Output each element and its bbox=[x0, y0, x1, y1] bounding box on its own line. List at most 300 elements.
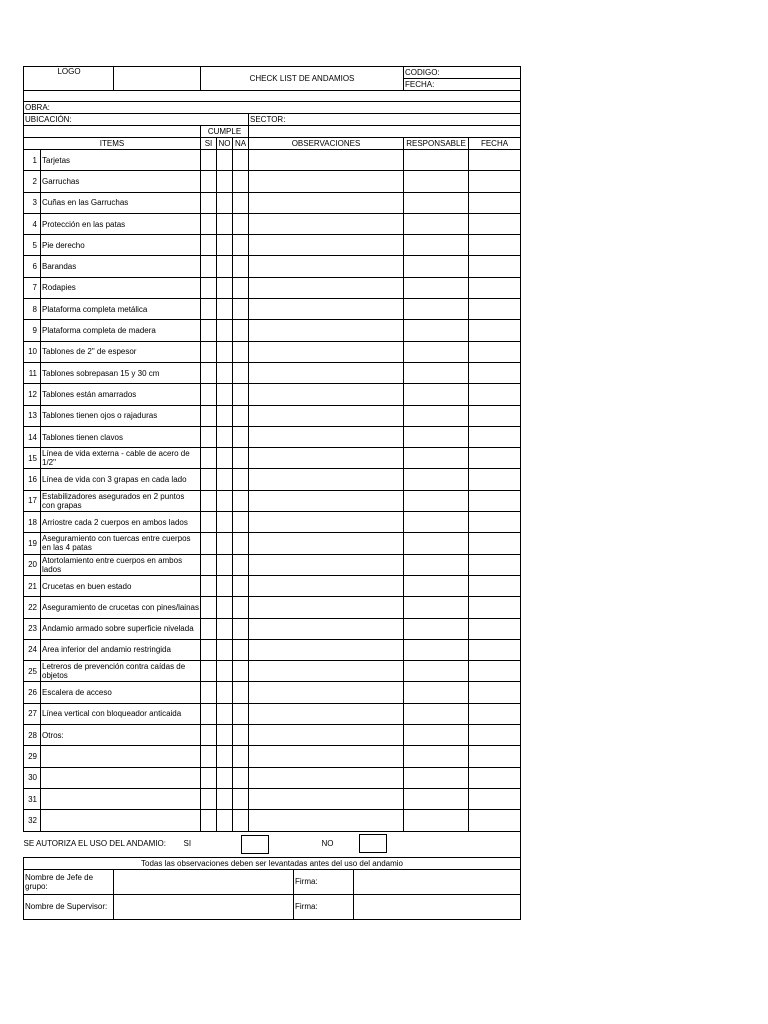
item-number: 23 bbox=[24, 618, 41, 639]
authorization-si-checkbox[interactable] bbox=[241, 835, 269, 854]
si-checkbox[interactable] bbox=[201, 341, 217, 362]
no-checkbox[interactable] bbox=[217, 746, 233, 767]
responsable-field[interactable] bbox=[404, 639, 469, 660]
na-checkbox[interactable] bbox=[233, 575, 249, 596]
checklist-row bbox=[24, 171, 521, 192]
no-checkbox[interactable] bbox=[217, 320, 233, 341]
responsable-field[interactable] bbox=[404, 150, 469, 171]
fecha-field[interactable] bbox=[469, 533, 521, 554]
no-checkbox[interactable] bbox=[217, 384, 233, 405]
na-checkbox[interactable] bbox=[233, 384, 249, 405]
observaciones-field[interactable] bbox=[249, 554, 404, 575]
si-checkbox[interactable] bbox=[201, 405, 217, 426]
supervisor-firma-label: Firma: bbox=[294, 894, 354, 919]
item-text: Arriostre cada 2 cuerpos en ambos lados bbox=[41, 512, 201, 533]
na-checkbox[interactable] bbox=[233, 469, 249, 490]
observaciones-field[interactable] bbox=[249, 788, 404, 809]
fecha-field[interactable] bbox=[469, 362, 521, 383]
na-checkbox[interactable] bbox=[233, 341, 249, 362]
observaciones-field[interactable] bbox=[249, 639, 404, 660]
responsable-field[interactable] bbox=[404, 171, 469, 192]
item-text: Aseguramiento con tuercas entre cuerpos en las 4 patas bbox=[41, 533, 201, 554]
responsable-field[interactable] bbox=[404, 384, 469, 405]
na-checkbox[interactable] bbox=[233, 682, 249, 703]
no-checkbox[interactable] bbox=[217, 682, 233, 703]
checklist-row bbox=[24, 299, 521, 320]
item-number: 6 bbox=[24, 256, 41, 277]
responsable-field[interactable] bbox=[404, 192, 469, 213]
na-checkbox[interactable] bbox=[233, 235, 249, 256]
item-number: 14 bbox=[24, 426, 41, 447]
item-text: Barandas bbox=[41, 256, 201, 277]
si-checkbox[interactable] bbox=[201, 384, 217, 405]
checklist-row bbox=[24, 150, 521, 171]
item-number: 11 bbox=[24, 362, 41, 383]
responsable-field[interactable] bbox=[404, 618, 469, 639]
observaciones-field[interactable] bbox=[249, 725, 404, 746]
si-checkbox[interactable] bbox=[201, 639, 217, 660]
item-number: 2 bbox=[24, 171, 41, 192]
no-checkbox[interactable] bbox=[217, 192, 233, 213]
item-text: Tarjetas bbox=[41, 150, 201, 171]
item-text: Estabilizadores asegurados en 2 puntos con grapas bbox=[41, 490, 201, 511]
na-checkbox[interactable] bbox=[233, 192, 249, 213]
no-checkbox[interactable] bbox=[217, 405, 233, 426]
fecha-field[interactable] bbox=[469, 682, 521, 703]
na-checkbox[interactable] bbox=[233, 554, 249, 575]
observaciones-field[interactable] bbox=[249, 703, 404, 724]
fecha-field[interactable] bbox=[469, 575, 521, 596]
fecha-field[interactable] bbox=[469, 512, 521, 533]
checklist-row bbox=[24, 426, 521, 447]
checklist-row bbox=[24, 512, 521, 533]
si-checkbox[interactable] bbox=[201, 767, 217, 788]
checklist-row bbox=[24, 256, 521, 277]
observations-note: Todas las observaciones deben ser levantadas antes del uso del andamio bbox=[24, 857, 521, 869]
fecha-field[interactable] bbox=[469, 405, 521, 426]
item-number: 16 bbox=[24, 469, 41, 490]
item-text: Otros: bbox=[41, 725, 201, 746]
observaciones-field[interactable] bbox=[249, 192, 404, 213]
checklist-row bbox=[24, 639, 521, 660]
na-checkbox[interactable] bbox=[233, 618, 249, 639]
si-checkbox[interactable] bbox=[201, 213, 217, 234]
no-checkbox[interactable] bbox=[217, 277, 233, 298]
checklist-row bbox=[24, 490, 521, 511]
na-checkbox[interactable] bbox=[233, 788, 249, 809]
cumple-header: CUMPLE bbox=[201, 126, 249, 138]
item-text: Crucetas en buen estado bbox=[41, 575, 201, 596]
item-text bbox=[41, 767, 201, 788]
item-number: 29 bbox=[24, 746, 41, 767]
fecha-field[interactable] bbox=[469, 256, 521, 277]
blank-cell bbox=[249, 126, 521, 138]
observaciones-field[interactable] bbox=[249, 533, 404, 554]
item-text: Atortolamiento entre cuerpos en ambos lados bbox=[41, 554, 201, 575]
si-checkbox[interactable] bbox=[201, 426, 217, 447]
responsable-field[interactable] bbox=[404, 469, 469, 490]
no-checkbox[interactable] bbox=[217, 426, 233, 447]
si-checkbox[interactable] bbox=[201, 235, 217, 256]
no-checkbox[interactable] bbox=[217, 554, 233, 575]
checklist-row bbox=[24, 554, 521, 575]
checklist-row bbox=[24, 810, 521, 831]
fecha-field[interactable] bbox=[469, 384, 521, 405]
authorization-no-label: NO bbox=[321, 838, 334, 848]
na-checkbox[interactable] bbox=[233, 512, 249, 533]
no-checkbox[interactable] bbox=[217, 150, 233, 171]
checklist-row bbox=[24, 320, 521, 341]
item-number: 27 bbox=[24, 703, 41, 724]
jefe-grupo-name-field[interactable] bbox=[114, 869, 294, 894]
na-checkbox[interactable] bbox=[233, 639, 249, 660]
si-checkbox[interactable] bbox=[201, 512, 217, 533]
observaciones-field[interactable] bbox=[249, 746, 404, 767]
na-checkbox[interactable] bbox=[233, 277, 249, 298]
checklist-row bbox=[24, 661, 521, 682]
responsable-field[interactable] bbox=[404, 341, 469, 362]
item-number: 30 bbox=[24, 767, 41, 788]
supervisor-name-field[interactable] bbox=[114, 894, 294, 919]
no-checkbox[interactable] bbox=[217, 767, 233, 788]
responsable-field[interactable] bbox=[404, 767, 469, 788]
si-checkbox[interactable] bbox=[201, 256, 217, 277]
checklist-row bbox=[24, 725, 521, 746]
na-checkbox[interactable] bbox=[233, 661, 249, 682]
observaciones-field[interactable] bbox=[249, 150, 404, 171]
responsable-field[interactable] bbox=[404, 703, 469, 724]
item-text: Plataforma completa de madera bbox=[41, 320, 201, 341]
no-checkbox[interactable] bbox=[217, 661, 233, 682]
checklist-row bbox=[24, 597, 521, 618]
item-number: 20 bbox=[24, 554, 41, 575]
fecha-field[interactable] bbox=[469, 426, 521, 447]
observaciones-field[interactable] bbox=[249, 469, 404, 490]
no-checkbox[interactable] bbox=[217, 639, 233, 660]
checklist-row bbox=[24, 788, 521, 809]
si-checkbox[interactable] bbox=[201, 703, 217, 724]
item-text: Tablones sobrepasan 15 y 30 cm bbox=[41, 362, 201, 383]
si-checkbox[interactable] bbox=[201, 746, 217, 767]
item-number: 12 bbox=[24, 384, 41, 405]
item-text bbox=[41, 788, 201, 809]
fecha-field[interactable] bbox=[469, 235, 521, 256]
item-text: Andamio armado sobre superficie nivelada bbox=[41, 618, 201, 639]
observaciones-field[interactable] bbox=[249, 213, 404, 234]
checklist-row bbox=[24, 405, 521, 426]
na-checkbox[interactable] bbox=[233, 533, 249, 554]
na-checkbox[interactable] bbox=[233, 213, 249, 234]
responsable-field[interactable] bbox=[404, 810, 469, 831]
na-checkbox[interactable] bbox=[233, 746, 249, 767]
no-checkbox[interactable] bbox=[217, 235, 233, 256]
na-checkbox[interactable] bbox=[233, 150, 249, 171]
fecha-field[interactable] bbox=[469, 767, 521, 788]
item-text: Garruchas bbox=[41, 171, 201, 192]
na-checkbox[interactable] bbox=[233, 362, 249, 383]
item-number: 7 bbox=[24, 277, 41, 298]
no-header: NO bbox=[218, 139, 231, 148]
fecha-header: FECHA bbox=[469, 138, 521, 150]
checklist-row bbox=[24, 192, 521, 213]
no-checkbox[interactable] bbox=[217, 512, 233, 533]
si-checkbox[interactable] bbox=[201, 810, 217, 831]
observaciones-field[interactable] bbox=[249, 256, 404, 277]
responsable-field[interactable] bbox=[404, 277, 469, 298]
checklist-row bbox=[24, 277, 521, 298]
na-checkbox[interactable] bbox=[233, 299, 249, 320]
responsable-field[interactable] bbox=[404, 725, 469, 746]
observaciones-field[interactable] bbox=[249, 426, 404, 447]
si-checkbox[interactable] bbox=[201, 597, 217, 618]
sector-label: SECTOR: bbox=[249, 114, 521, 126]
si-checkbox[interactable] bbox=[201, 661, 217, 682]
si-checkbox[interactable] bbox=[201, 788, 217, 809]
item-number: 17 bbox=[24, 490, 41, 511]
responsable-field[interactable] bbox=[404, 597, 469, 618]
checklist-row bbox=[24, 682, 521, 703]
responsable-field[interactable] bbox=[404, 299, 469, 320]
item-number: 10 bbox=[24, 341, 41, 362]
observaciones-field[interactable] bbox=[249, 171, 404, 192]
jefe-grupo-firma-label: Firma: bbox=[294, 869, 354, 894]
observaciones-field[interactable] bbox=[249, 767, 404, 788]
item-number: 19 bbox=[24, 533, 41, 554]
checklist-row bbox=[24, 235, 521, 256]
responsable-field[interactable] bbox=[404, 405, 469, 426]
si-header: SI bbox=[201, 138, 217, 150]
obra-label: OBRA: bbox=[24, 102, 521, 114]
fecha-field[interactable] bbox=[469, 448, 521, 469]
checklist-row bbox=[24, 618, 521, 639]
si-checkbox[interactable] bbox=[201, 171, 217, 192]
fecha-field[interactable] bbox=[469, 639, 521, 660]
responsable-field[interactable] bbox=[404, 554, 469, 575]
item-text bbox=[41, 810, 201, 831]
no-checkbox[interactable] bbox=[217, 341, 233, 362]
si-checkbox[interactable] bbox=[201, 725, 217, 746]
no-checkbox[interactable] bbox=[217, 213, 233, 234]
si-checkbox[interactable] bbox=[201, 490, 217, 511]
observaciones-field[interactable] bbox=[249, 277, 404, 298]
item-text: Tablones tienen clavos bbox=[41, 426, 201, 447]
na-checkbox[interactable] bbox=[233, 810, 249, 831]
fecha-field[interactable] bbox=[469, 213, 521, 234]
codigo-label: CODIGO: bbox=[404, 67, 521, 79]
responsable-field[interactable] bbox=[404, 320, 469, 341]
jefe-grupo-firma-field[interactable] bbox=[354, 869, 521, 894]
na-checkbox[interactable] bbox=[233, 448, 249, 469]
authorization-row bbox=[24, 831, 521, 857]
na-checkbox[interactable] bbox=[233, 256, 249, 277]
si-checkbox[interactable] bbox=[201, 320, 217, 341]
observaciones-field[interactable] bbox=[249, 405, 404, 426]
no-checkbox[interactable] bbox=[217, 788, 233, 809]
responsable-field[interactable] bbox=[404, 213, 469, 234]
observaciones-field[interactable] bbox=[249, 362, 404, 383]
item-number: 3 bbox=[24, 192, 41, 213]
observaciones-field[interactable] bbox=[249, 384, 404, 405]
observaciones-field[interactable] bbox=[249, 661, 404, 682]
item-text: Línea vertical con bloqueador anticaida bbox=[41, 703, 201, 724]
no-checkbox[interactable] bbox=[217, 448, 233, 469]
item-text: Protección en las patas bbox=[41, 213, 201, 234]
fecha-field[interactable] bbox=[469, 554, 521, 575]
item-text: Pie derecho bbox=[41, 235, 201, 256]
fecha-field[interactable] bbox=[469, 277, 521, 298]
responsable-field[interactable] bbox=[404, 746, 469, 767]
responsable-field[interactable] bbox=[404, 533, 469, 554]
no-checkbox[interactable] bbox=[217, 810, 233, 831]
fecha-field[interactable] bbox=[469, 320, 521, 341]
si-checkbox[interactable] bbox=[201, 618, 217, 639]
observaciones-field[interactable] bbox=[249, 682, 404, 703]
observaciones-field[interactable] bbox=[249, 341, 404, 362]
item-text: Aseguramiento de crucetas con pines/lainas bbox=[41, 597, 201, 618]
fecha-field[interactable] bbox=[469, 299, 521, 320]
fecha-field[interactable] bbox=[469, 150, 521, 171]
si-checkbox[interactable] bbox=[201, 554, 217, 575]
observaciones-field[interactable] bbox=[249, 810, 404, 831]
fecha-field[interactable] bbox=[469, 661, 521, 682]
no-checkbox[interactable] bbox=[217, 299, 233, 320]
no-checkbox[interactable] bbox=[217, 171, 233, 192]
si-checkbox[interactable] bbox=[201, 150, 217, 171]
no-checkbox[interactable] bbox=[217, 362, 233, 383]
checklist-sheet bbox=[23, 66, 520, 920]
item-text: Tablones de 2" de espesor bbox=[41, 341, 201, 362]
fecha-field[interactable] bbox=[469, 788, 521, 809]
si-checkbox[interactable] bbox=[201, 299, 217, 320]
responsable-field[interactable] bbox=[404, 788, 469, 809]
fecha-field[interactable] bbox=[469, 810, 521, 831]
na-checkbox[interactable] bbox=[233, 405, 249, 426]
responsable-field[interactable] bbox=[404, 682, 469, 703]
observaciones-field[interactable] bbox=[249, 618, 404, 639]
signature-table bbox=[23, 869, 521, 920]
checklist-row bbox=[24, 533, 521, 554]
item-text: Letreros de prevención contra caídas de objetos bbox=[41, 661, 201, 682]
responsable-field[interactable] bbox=[404, 256, 469, 277]
responsable-field[interactable] bbox=[404, 426, 469, 447]
no-checkbox[interactable] bbox=[217, 469, 233, 490]
jefe-grupo-label: Nombre de Jefe de grupo: bbox=[24, 869, 114, 894]
checklist-row bbox=[24, 213, 521, 234]
responsable-header: RESPONSABLE bbox=[404, 138, 469, 150]
si-checkbox[interactable] bbox=[201, 575, 217, 596]
spacer-row bbox=[24, 91, 521, 102]
checklist-table bbox=[23, 66, 521, 870]
items-header: ITEMS bbox=[24, 138, 201, 150]
fecha-field[interactable] bbox=[469, 341, 521, 362]
item-text: Tablones tienen ojos o rajaduras bbox=[41, 405, 201, 426]
responsable-field[interactable] bbox=[404, 235, 469, 256]
observaciones-field[interactable] bbox=[249, 235, 404, 256]
no-checkbox[interactable] bbox=[217, 256, 233, 277]
na-checkbox[interactable] bbox=[233, 703, 249, 724]
authorization-no-checkbox[interactable] bbox=[359, 834, 387, 853]
observaciones-field[interactable] bbox=[249, 299, 404, 320]
item-number: 13 bbox=[24, 405, 41, 426]
si-checkbox[interactable] bbox=[201, 469, 217, 490]
item-text: Tablones están amarrados bbox=[41, 384, 201, 405]
observaciones-field[interactable] bbox=[249, 320, 404, 341]
fecha-field[interactable] bbox=[469, 618, 521, 639]
na-checkbox[interactable] bbox=[233, 767, 249, 788]
checklist-row bbox=[24, 575, 521, 596]
item-text: Area inferior del andamio restringida bbox=[41, 639, 201, 660]
item-number: 1 bbox=[24, 150, 41, 171]
observaciones-field[interactable] bbox=[249, 448, 404, 469]
observaciones-field[interactable] bbox=[249, 597, 404, 618]
observaciones-header: OBSERVACIONES bbox=[249, 138, 404, 150]
si-checkbox[interactable] bbox=[201, 448, 217, 469]
observaciones-field[interactable] bbox=[249, 575, 404, 596]
authorization-si-label: SI bbox=[183, 838, 192, 848]
na-checkbox[interactable] bbox=[233, 597, 249, 618]
observaciones-field[interactable] bbox=[249, 490, 404, 511]
na-header: NA bbox=[233, 138, 249, 150]
responsable-field[interactable] bbox=[404, 448, 469, 469]
fecha-field[interactable] bbox=[469, 703, 521, 724]
na-checkbox[interactable] bbox=[233, 725, 249, 746]
no-checkbox[interactable] bbox=[217, 703, 233, 724]
item-number: 15 bbox=[24, 448, 41, 469]
responsable-field[interactable] bbox=[404, 661, 469, 682]
item-number: 32 bbox=[24, 810, 41, 831]
no-checkbox[interactable] bbox=[217, 533, 233, 554]
na-checkbox[interactable] bbox=[233, 320, 249, 341]
document-title: CHECK LIST DE ANDAMIOS bbox=[201, 67, 404, 91]
si-checkbox[interactable] bbox=[201, 362, 217, 383]
no-checkbox[interactable] bbox=[217, 490, 233, 511]
logo-cell bbox=[24, 67, 201, 91]
fecha-field[interactable] bbox=[469, 192, 521, 213]
checklist-row bbox=[24, 448, 521, 469]
item-number: 21 bbox=[24, 575, 41, 596]
responsable-field[interactable] bbox=[404, 362, 469, 383]
responsable-field[interactable] bbox=[404, 575, 469, 596]
si-checkbox[interactable] bbox=[201, 533, 217, 554]
si-checkbox[interactable] bbox=[201, 277, 217, 298]
item-number: 4 bbox=[24, 213, 41, 234]
no-checkbox[interactable] bbox=[217, 618, 233, 639]
na-checkbox[interactable] bbox=[233, 490, 249, 511]
responsable-field[interactable] bbox=[404, 490, 469, 511]
fecha-field[interactable] bbox=[469, 746, 521, 767]
no-checkbox[interactable] bbox=[217, 597, 233, 618]
fecha-field[interactable] bbox=[469, 469, 521, 490]
observaciones-field[interactable] bbox=[249, 512, 404, 533]
fecha-field[interactable] bbox=[469, 597, 521, 618]
fecha-field[interactable] bbox=[469, 725, 521, 746]
si-checkbox[interactable] bbox=[201, 682, 217, 703]
item-number: 18 bbox=[24, 512, 41, 533]
no-checkbox[interactable] bbox=[217, 725, 233, 746]
authorization-label: SE AUTORIZA EL USO DEL ANDAMIO: bbox=[23, 838, 166, 848]
responsable-field[interactable] bbox=[404, 512, 469, 533]
na-checkbox[interactable] bbox=[233, 171, 249, 192]
item-number: 5 bbox=[24, 235, 41, 256]
si-checkbox[interactable] bbox=[201, 192, 217, 213]
fecha-field[interactable] bbox=[469, 171, 521, 192]
fecha-field[interactable] bbox=[469, 490, 521, 511]
supervisor-firma-field[interactable] bbox=[354, 894, 521, 919]
item-number: 25 bbox=[24, 661, 41, 682]
na-checkbox[interactable] bbox=[233, 426, 249, 447]
ubicacion-label: UBICACIÓN: bbox=[24, 114, 249, 126]
no-checkbox[interactable] bbox=[217, 575, 233, 596]
